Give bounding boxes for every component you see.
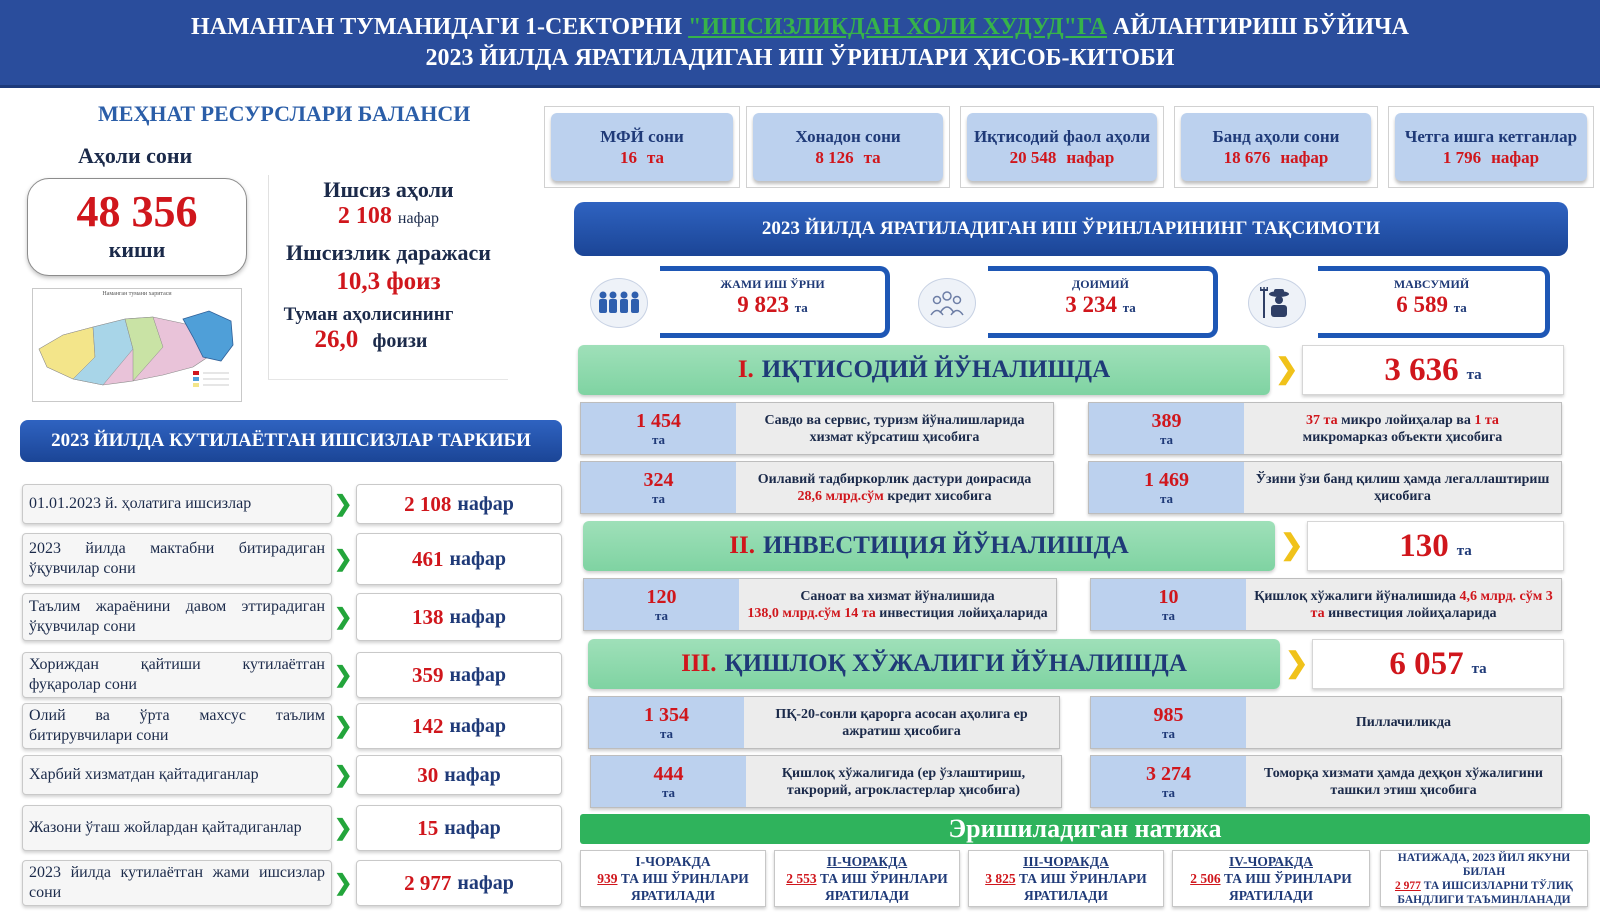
population-label: Аҳоли сони	[78, 143, 193, 168]
population-box	[27, 178, 247, 276]
stat-card	[544, 106, 740, 188]
item-highlight: 4,6 млрд. сўм 3 та	[1310, 588, 1553, 621]
chevron-right-icon: ❯	[334, 713, 353, 738]
item-unit: та	[654, 607, 669, 623]
composition-row-number: 2 977	[404, 870, 452, 895]
item-unit: та	[659, 725, 674, 741]
composition-row-unit: нафар	[449, 547, 506, 570]
section-agriculture-title: ҚИШЛОҚ ХЎЖАЛИГИ ЙЎНАЛИШДА	[724, 650, 1187, 677]
section-investment-total-value: 130	[1399, 527, 1449, 564]
composition-row-unit: нафар	[444, 763, 501, 786]
chevron-right-icon: ❯	[1280, 530, 1304, 561]
quarter-label: IV-ЧОРАКДА	[1229, 854, 1313, 869]
item-value: 10	[1158, 585, 1179, 608]
share-label: Туман аҳолисининг	[283, 304, 454, 325]
composition-row-unit: нафар	[444, 816, 501, 839]
composition-row-number: 142	[412, 713, 444, 738]
item-value: 120	[646, 585, 677, 608]
seasonal-jobs-unit: та	[1453, 300, 1467, 315]
section-investment-total-unit: та	[1456, 542, 1472, 559]
item-value: 1 354	[644, 703, 689, 726]
composition-row-unit: нафар	[449, 605, 506, 628]
header-highlight: "ИШСИЗЛИКДАН ХОЛИ ХУДУД"ГА	[688, 14, 1107, 40]
item-text: Ўзини ўзи банд қилиш ҳамда легаллаштириш ҳисобига	[1255, 471, 1550, 504]
stat-card	[746, 106, 950, 188]
investment-item-agriculture	[1090, 578, 1562, 631]
composition-row-label	[22, 533, 332, 585]
section-economic-roman: I.	[737, 356, 754, 383]
farmer-icon	[1248, 278, 1306, 328]
quarter-label: I-ЧОРАКДА	[635, 854, 711, 869]
item-unit: та	[1161, 784, 1176, 800]
composition-row-number: 30	[417, 762, 439, 787]
section-economic-title: ИҚТИСОДИЙ ЙЎНАЛИШДА	[761, 356, 1111, 383]
population-unit: киши	[108, 237, 166, 262]
composition-row-label-text: 01.01.2023 й. ҳолатига ишсизлар	[29, 495, 252, 512]
seasonal-jobs-value: 6 589	[1396, 292, 1448, 317]
rate-label: Ишсизлик даражаси	[286, 240, 491, 265]
quarter-text: ТА ИШ ЎРИНЛАРИ ЯРАТИЛАДИ	[1223, 871, 1352, 903]
result-final-text: НАТИЖАДА, 2023 ЙИЛ ЯКУНИ БИЛАН	[1397, 851, 1571, 878]
page-header	[0, 0, 1600, 88]
stat-card-unit: та	[863, 148, 881, 167]
quarter-value: 939	[597, 871, 618, 886]
item-text: Пиллачиликда	[1355, 715, 1452, 730]
stat-card	[1174, 106, 1378, 188]
item-unit: та	[651, 490, 666, 506]
item-value: 985	[1153, 703, 1184, 726]
stat-card	[1388, 106, 1594, 188]
total-jobs-box	[660, 266, 890, 338]
share-value: 26,0	[314, 326, 359, 353]
map-caption: Наманган тумани харитаси	[102, 291, 172, 297]
agriculture-item-homestead	[1090, 755, 1562, 808]
chevron-right-icon: ❯	[1275, 354, 1299, 385]
stat-card-value: 16	[619, 148, 637, 167]
seasonal-jobs-label: МАВСУМИЙ	[1393, 277, 1470, 291]
quarter-text: ТА ИШ ЎРИНЛАРИ ЯРАТИЛАДИ	[1018, 871, 1147, 903]
section-economic-total-unit: та	[1466, 366, 1482, 383]
item-text: Қишлоқ хўжалиги йўналишида	[1254, 588, 1456, 604]
composition-row-label	[22, 860, 332, 906]
composition-row-unit: нафар	[449, 663, 506, 686]
team-icon	[918, 278, 976, 328]
composition-row-label-text: 2023 йилда кутилаётган жами ишсизлар сони	[29, 864, 325, 901]
composition-row-label-text: Харбий хизматдан қайтадиганлар	[29, 766, 259, 783]
section-agriculture-total-unit: та	[1471, 660, 1487, 677]
chevron-right-icon: ❯	[1285, 648, 1309, 679]
distribution-title: 2023 ЙИЛДА ЯРАТИЛАДИГАН ИШ ЎРИНЛАРИНИНГ ТАҚСИМОТИ	[574, 202, 1568, 256]
stat-card-label: Банд аҳоли сони	[1212, 127, 1340, 146]
investment-item-industry	[583, 578, 1057, 631]
item-highlight: 1 та	[1474, 412, 1499, 428]
composition-row-value	[356, 805, 562, 851]
item-value: 444	[653, 762, 684, 785]
result-title: Эришиладиган натижа	[580, 814, 1590, 844]
result-final-text: ТА ИШСИЗЛАРНИ ТЎЛИҚ БАНДЛИГИ ТАЪМИНЛАНАДИ	[1397, 879, 1574, 906]
stat-card-label: Хонадон сони	[795, 127, 901, 146]
unemployment-panel	[268, 175, 508, 380]
unemployed-unit: нафар	[397, 210, 440, 227]
composition-row-label-text: 2023 йилда мактабни битирадиган ўқувчилар сони	[29, 540, 325, 577]
stat-card-value: 18 676	[1223, 148, 1271, 167]
total-jobs-unit: та	[794, 300, 808, 315]
composition-row-value	[356, 703, 562, 749]
chevron-right-icon: ❯	[334, 762, 353, 787]
quarter-label: II-ЧОРАКДА	[826, 854, 908, 869]
map-icon	[33, 297, 241, 397]
section-investment-title: ИНВЕСТИЦИЯ ЙЎНАЛИШДА	[763, 532, 1129, 559]
composition-row-value	[356, 533, 562, 585]
stat-card-label: Иқтисодий фаол аҳоли	[973, 127, 1151, 146]
item-text: инвестиция лойиҳаларида	[1328, 605, 1497, 621]
permanent-jobs-label: ДОИМИЙ	[1072, 277, 1129, 291]
section-agriculture-roman: III.	[681, 650, 717, 677]
item-text: Савдо ва сервис, туризм йўналишларида хизмат кўрсатиш ҳисобига	[764, 412, 1025, 445]
section-investment-bar	[583, 521, 1275, 571]
economic-item-family-business	[580, 461, 1054, 514]
district-map	[32, 288, 242, 402]
item-text: инвестиция лойиҳаларида	[879, 605, 1048, 621]
permanent-jobs-value: 3 234	[1065, 292, 1117, 317]
section-economic-bar	[578, 345, 1270, 395]
chevron-right-icon: ❯	[334, 870, 353, 895]
composition-row-value	[356, 652, 562, 698]
item-unit: та	[651, 431, 666, 447]
item-highlight: 138,0 млрд.сўм 14 та	[747, 605, 876, 621]
composition-row-label	[22, 703, 332, 749]
stat-card-value: 20 548	[1009, 148, 1057, 167]
item-text: Томорқа хизмати ҳамда деҳқон хўжалигини ташкил этиш ҳисобига	[1264, 765, 1543, 798]
stat-card-unit: нафар	[1280, 148, 1329, 167]
agriculture-item-farming	[590, 755, 1062, 808]
quarter-value: 2 506	[1190, 871, 1221, 886]
item-value: 1 454	[636, 409, 681, 432]
quarter-text: ТА ИШ ЎРИНЛАРИ ЯРАТИЛАДИ	[620, 871, 749, 903]
composition-row-value	[356, 755, 562, 795]
composition-row-label	[22, 652, 332, 698]
item-text: ПҚ-20-сонли қарорга асосан аҳолига ер ажратиш ҳисобига	[775, 706, 1028, 739]
composition-row-value	[356, 484, 562, 524]
item-highlight: 28,6 млрд.сўм	[797, 488, 884, 504]
chevron-right-icon: ❯	[334, 546, 353, 571]
item-unit: та	[661, 784, 676, 800]
item-value: 389	[1151, 409, 1182, 432]
item-unit: та	[1159, 490, 1174, 506]
result-final-value: 2 977	[1394, 879, 1421, 892]
chevron-right-icon: ❯	[334, 815, 353, 840]
labour-balance-title: МЕҲНАТ РЕСУРСЛАРИ БАЛАНСИ	[98, 101, 471, 126]
header-text: НАМАНГАН ТУМАНИДАГИ 1-СЕКТОРНИ	[190, 14, 683, 40]
item-text: Қишлоқ хўжалигида (ер ўзлаштириш, такрорий, агрокластерлар ҳисобига)	[781, 765, 1026, 798]
section-agriculture-bar	[588, 639, 1280, 689]
stat-card-unit: та	[646, 148, 665, 167]
quarter-value: 3 825	[985, 871, 1016, 886]
item-value: 324	[643, 468, 674, 491]
composition-row-unit: нафар	[457, 492, 514, 515]
chevron-right-icon: ❯	[334, 491, 353, 516]
quarter-text: ТА ИШ ЎРИНЛАРИ ЯРАТИЛАДИ	[819, 871, 948, 903]
composition-title: 2023 ЙИЛДА КУТИЛАЁТГАН ИШСИЗЛАР ТАРКИБИ	[20, 420, 562, 462]
composition-row-number: 15	[417, 815, 439, 840]
stat-card-label: Четга ишга кетганлар	[1404, 127, 1578, 146]
seasonal-jobs-box	[1318, 266, 1550, 338]
item-value: 1 469	[1144, 468, 1189, 491]
population-value: 48 356	[76, 187, 198, 236]
header-line-1	[0, 12, 1600, 43]
section-economic-total-value: 3 636	[1384, 351, 1459, 388]
item-unit: та	[1161, 607, 1176, 623]
unemployed-label: Ишсиз аҳоли	[323, 177, 454, 202]
chevron-right-icon: ❯	[334, 662, 353, 687]
section-agriculture-total-value: 6 057	[1389, 645, 1464, 682]
composition-row-unit: нафар	[457, 871, 514, 894]
section-economic-total	[1302, 345, 1564, 395]
total-jobs-value: 9 823	[737, 292, 789, 317]
composition-row-label	[22, 805, 332, 851]
economic-item-trade	[580, 402, 1054, 455]
item-unit: та	[1161, 725, 1176, 741]
item-text: микро лойиҳалар ва	[1341, 412, 1471, 428]
agriculture-item-silkworm	[1090, 696, 1562, 749]
section-agriculture-total	[1312, 639, 1564, 689]
rate-value: 10,3 фоиз	[336, 268, 441, 295]
quarter-result-box	[580, 850, 766, 907]
permanent-jobs-unit: та	[1122, 300, 1136, 315]
composition-row-value	[356, 593, 562, 641]
workers-icon	[590, 278, 648, 328]
composition-row-label-text: Олий ва ўрта махсус таълим битирувчилари сони	[29, 707, 325, 744]
item-unit: та	[1159, 431, 1174, 447]
quarter-result-box	[968, 850, 1164, 907]
permanent-jobs-box	[988, 266, 1218, 338]
share-unit: фоизи	[372, 330, 428, 352]
chevron-right-icon: ❯	[334, 604, 353, 629]
agriculture-item-land	[588, 696, 1060, 749]
composition-row-label	[22, 484, 332, 524]
composition-row-label-text: Жазони ўташ жойлардан қайтадиганлар	[29, 819, 302, 836]
composition-row-number: 359	[412, 662, 444, 687]
composition-row-unit: нафар	[449, 714, 506, 737]
stat-card-unit: нафар	[1066, 148, 1115, 167]
composition-row-number: 138	[412, 604, 444, 629]
header-line-2: 2023 ЙИЛДА ЯРАТИЛАДИГАН ИШ ЎРИНЛАРИ ҲИСОБ-КИТОБИ	[425, 45, 1175, 71]
composition-row-label-text: Хориждан қайтиши кутилаётган фуқаролар сони	[29, 656, 325, 693]
stat-card	[960, 106, 1164, 188]
item-text: Оилавий тадбиркорлик дастури доирасида	[757, 471, 1032, 487]
item-text: Саноат ва хизмат йўналишида	[800, 588, 995, 604]
stat-card-unit: нафар	[1491, 148, 1540, 167]
header-text: АЙЛАНТИРИШ БЎЙИЧА	[1113, 14, 1410, 40]
composition-row-label	[22, 593, 332, 641]
quarter-result-box	[1172, 850, 1370, 907]
item-value: 3 274	[1146, 762, 1191, 785]
section-investment-roman: II.	[729, 532, 756, 559]
economic-item-micro-projects	[1088, 402, 1562, 455]
composition-row-label-text: Таълим жараёнини давом эттирадиган ўқувчилар сони	[29, 598, 325, 635]
quarter-result-box	[774, 850, 960, 907]
composition-row-label	[22, 755, 332, 795]
item-text: кредит хисобига	[887, 488, 992, 504]
result-final-box	[1380, 850, 1588, 907]
total-jobs-label: ЖАМИ ИШ ЎРНИ	[720, 277, 825, 291]
quarter-value: 2 553	[786, 871, 817, 886]
section-investment-total	[1307, 521, 1564, 571]
unemployed-value: 2 108	[337, 203, 392, 229]
stat-card-value: 8 126	[815, 148, 854, 167]
composition-row-value	[356, 860, 562, 906]
quarter-label: III-ЧОРАКДА	[1023, 854, 1109, 869]
composition-row-number: 2 108	[404, 491, 452, 516]
stat-card-label: МФЙ сони	[600, 127, 684, 146]
stat-card-value: 1 796	[1442, 148, 1482, 167]
composition-row-number: 461	[412, 546, 444, 571]
item-text: микромарказ объекти ҳисобига	[1302, 429, 1503, 445]
item-highlight: 37 та	[1306, 412, 1338, 428]
economic-item-self-employment	[1088, 461, 1562, 514]
